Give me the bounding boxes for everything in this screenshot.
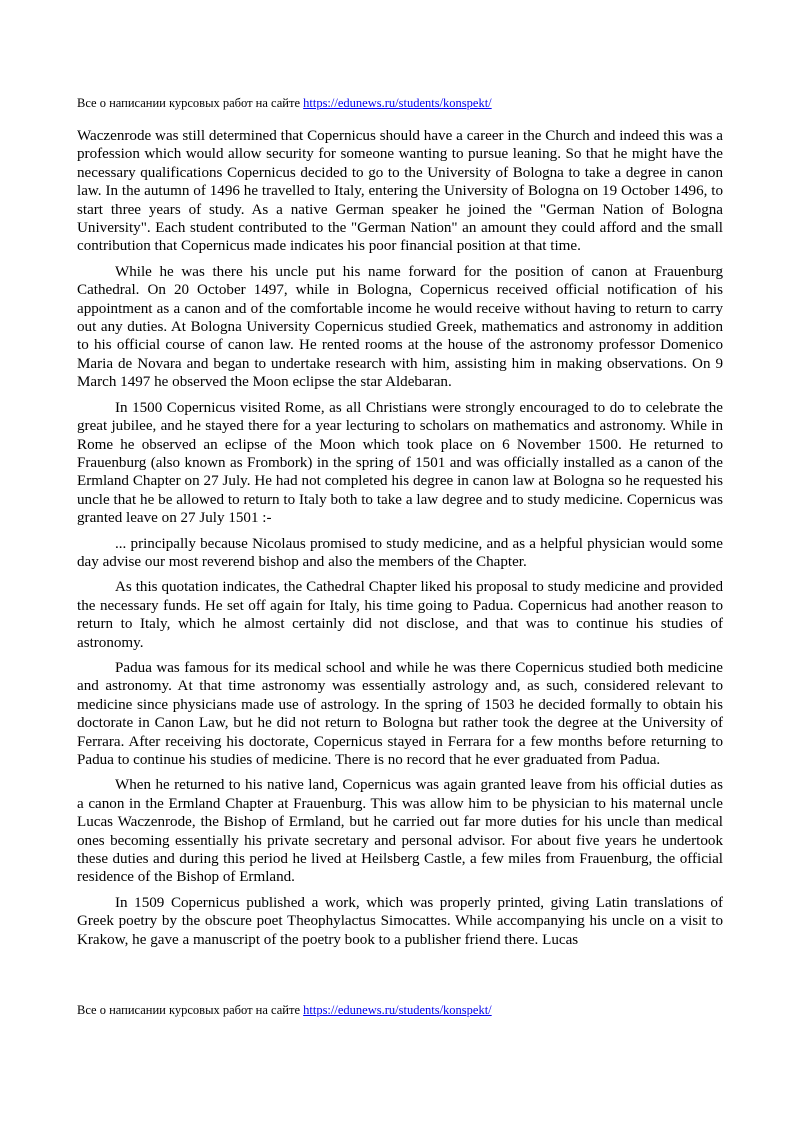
paragraph-7: When he returned to his native land, Copernicus was again granted leave from his official duties as a canon in the Ermland Chapter at Frauenburg. This was allow him to be physician to his maternal uncle Lucas Waczenrode, the Bishop of Ermland, but he carried out far more duties for his uncle than medical ones becoming essentially his private secretary and personal advisor. For about five years he undertook these duties and during this period he lived at Heilsberg Castle, a few miles from Frauenburg, the official residence of the Bishop of Ermland. [77, 777, 723, 886]
paragraph-2: While he was there his uncle put his name forward for the position of canon at Frauenburg Cathedral. On 20 October 1497, while in Bologna, Copernicus received official notification of his appointment as a canon and of the comfortable income he would receive without having to return to carry out any duties. At Bologna University Copernicus studied Greek, mathematics and astronomy in addition to his official course of canon law. He rented rooms at the house of the astronomy professor Domenico Maria de Novara and began to undertake research with him, assisting him in making observations. On 9 March 1497 he observed the Moon eclipse the star Aldebaran. [77, 263, 723, 391]
paragraph-6: Padua was famous for its medical school and while he was there Copernicus studied both medicine and astronomy. At that time astronomy was essentially astrology and, as such, considered relevant to medicine since physicians made use of astrology. In the spring of 1503 he decided formally to obtain his doctorate in Canon Law, but he did not return to Bologna but rather took the degree at the University of Ferrara. After receiving his doctorate, Copernicus stayed in Ferrara for a few months before returning to Padua to continue his studies of medicine. There is no record that he ever graduated from Padua. [77, 659, 723, 768]
header-text: Все о написании курсовых работ на сайте [77, 96, 304, 110]
paragraph-1: Waczenrode was still determined that Copernicus should have a career in the Church and indeed this was a profession which would allow security for someone wanting to pursue leaning. So that he might have the necessary qualifications Copernicus decided to go to the University of Bologna to take a degree in canon law. In the autumn of 1496 he travelled to Italy, entering the University of Bologna on 19 October 1496, to start three years of study. As a native German speaker he joined the "German Nation of Bologna University". Each student contributed to the "German Nation" an amount they could afford and the small contribution that Copernicus made indicates his poor financial position at that time. [77, 128, 723, 255]
paragraph-5: As this quotation indicates, the Cathedral Chapter liked his proposal to study medicine and provided the necessary funds. He set off again for Italy, his time going to Padua. Copernicus had another reason to return to Italy, which he almost certainly did not disclose, and that was to continue his studies of astronomy. [77, 579, 723, 651]
footer-text: Все о написании курсовых работ на сайте [77, 1003, 304, 1017]
page-header [77, 96, 492, 111]
footer-link[interactable]: https://edunews.ru/students/konspekt/ [303, 1003, 492, 1017]
header-link[interactable]: https://edunews.ru/students/konspekt/ [303, 96, 492, 110]
quotation-paragraph: ... principally because Nicolaus promised to study medicine, and as a helpful physician would some day advise our most reverend bishop and also the members of the Chapter. [77, 535, 723, 570]
page-footer [77, 1003, 492, 1018]
paragraph-8: In 1509 Copernicus published a work, which was properly printed, giving Latin translations of Greek poetry by the obscure poet Theophylactus Simocattes. While accompanying his uncle on a visit to Krakow, he gave a manuscript of the poetry book to a publisher friend there. Lucas [77, 894, 723, 948]
paragraph-3: In 1500 Copernicus visited Rome, as all Christians were strongly encouraged to do to celebrate the great jubilee, and he stayed there for a year lecturing to scholars on mathematics and astronomy. While in Rome he observed an eclipse of the Moon which took place on 6 November 1500. He returned to Frauenburg (also known as Frombork) in the spring of 1501 and was officially installed as a canon of the Ermland Chapter on 27 July. He had not completed his degree in canon law at Bologna so he requested his uncle that he be allowed to return to Italy both to take a law degree and to study medicine. Copernicus was granted leave on 27 July 1501 :- [77, 399, 723, 527]
document-body [77, 127, 723, 949]
